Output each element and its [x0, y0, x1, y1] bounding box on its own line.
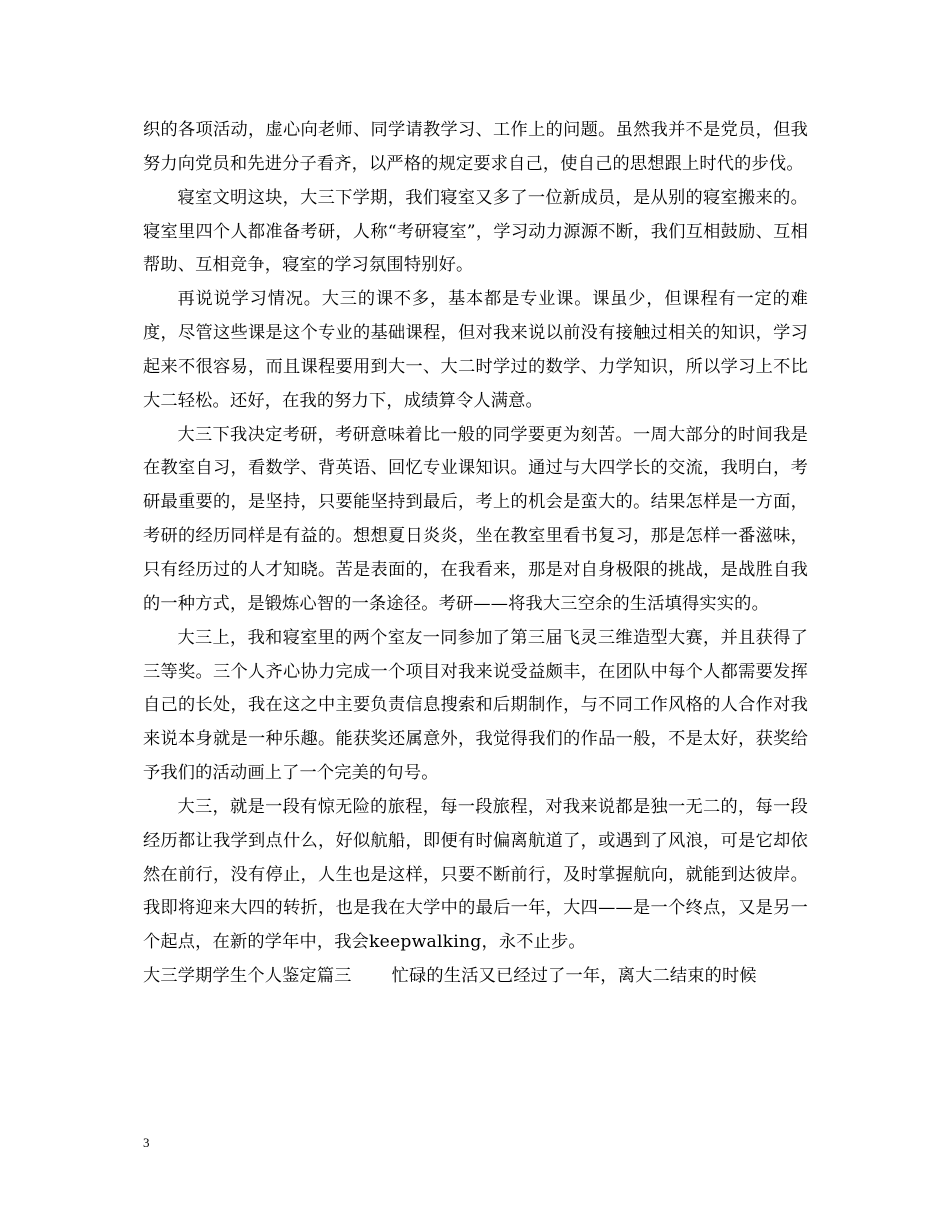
paragraph-study: 再说说学习情况。大三的课不多，基本都是专业课。课虽少，但课程有一定的难度，尽管这些课是这个专业的基础课程，但对我来说以前没有接触过相关的知识，学习起来不很容易，而且课程要用到大一、大二时学过的数学、力学知识，所以学习上不比大二轻松。还好，在我的努力下，成绩算令人满意。 — [143, 289, 808, 411]
paragraph-exam: 大三下我决定考研，考研意味着比一般的同学要更为刻苦。一周大部分的时间我是在教室自习，看数学、背英语、回忆专业课知识。通过与大四学长的交流，我明白，考研最重要的，是坚持，只要能坚持到最后，考上的机会是蛮大的。结果怎样是一方面，考研的经历同样是有益的。想想夏日炎炎，坐在教室里看书复习，那是怎样一番滋味，只有经历过的人才知晓。苦是表面的，在我看来，那是对自身极限的挑战，是战胜自我的一种方式，是锻炼心智的一条途径。考研——将我大三空余的生活填得实实的。 — [143, 424, 808, 614]
section-heading-line — [143, 960, 808, 994]
section-heading: 大三学期学生个人鉴定篇三 — [143, 966, 352, 987]
section-opening-text: 忙碌的生活又已经过了一年，离大二结束的时候 — [391, 966, 757, 987]
paragraph-dorm: 寝室文明这块，大三下学期，我们寝室又多了一位新成员，是从别的寝室搬来的。寝室里四个人都准备考研，人称“考研寝室”，学习动力源源不断，我们互相鼓励、互相帮助、互相竞争，寝室的学习氛围特别好。 — [143, 187, 808, 276]
paragraph-summary: 大三，就是一段有惊无险的旅程，每一段旅程，对我来说都是独一无二的，每一段经历都让我学到点什么，好似航船，即便有时偏离航道了，或遇到了风浪，可是它却依然在前行，没有停止，人生也是这样，只要不断前行，及时掌握航向，就能到达彼岸。我即将迎来大四的转折，也是我在大学中的最后一年，大四——是一个终点，又是另一个起点，在新的学年中，我会keepwalking，永不止步。 — [143, 796, 808, 953]
document-body — [143, 114, 808, 994]
page-number: 3 — [143, 1135, 150, 1150]
paragraph-continuation: 织的各项活动，虚心向老师、同学请教学习、工作上的问题。虽然我并不是党员，但我努力向党员和先进分子看齐，以严格的规定要求自己，使自己的思想跟上时代的步伐。 — [143, 120, 808, 174]
paragraph-contest: 大三上，我和寝室里的两个室友一同参加了第三届飞灵三维造型大赛，并且获得了三等奖。三个人齐心协力完成一个项目对我来说受益颇丰，在团队中每个人都需要发挥自己的长处，我在这之中主要负责信息搜索和后期制作，与不同工作风格的人合作对我来说本身就是一种乐趣。能获奖还属意外，我觉得我们的作品一般，不是太好，获奖给予我们的活动画上了一个完美的句号。 — [143, 627, 808, 784]
